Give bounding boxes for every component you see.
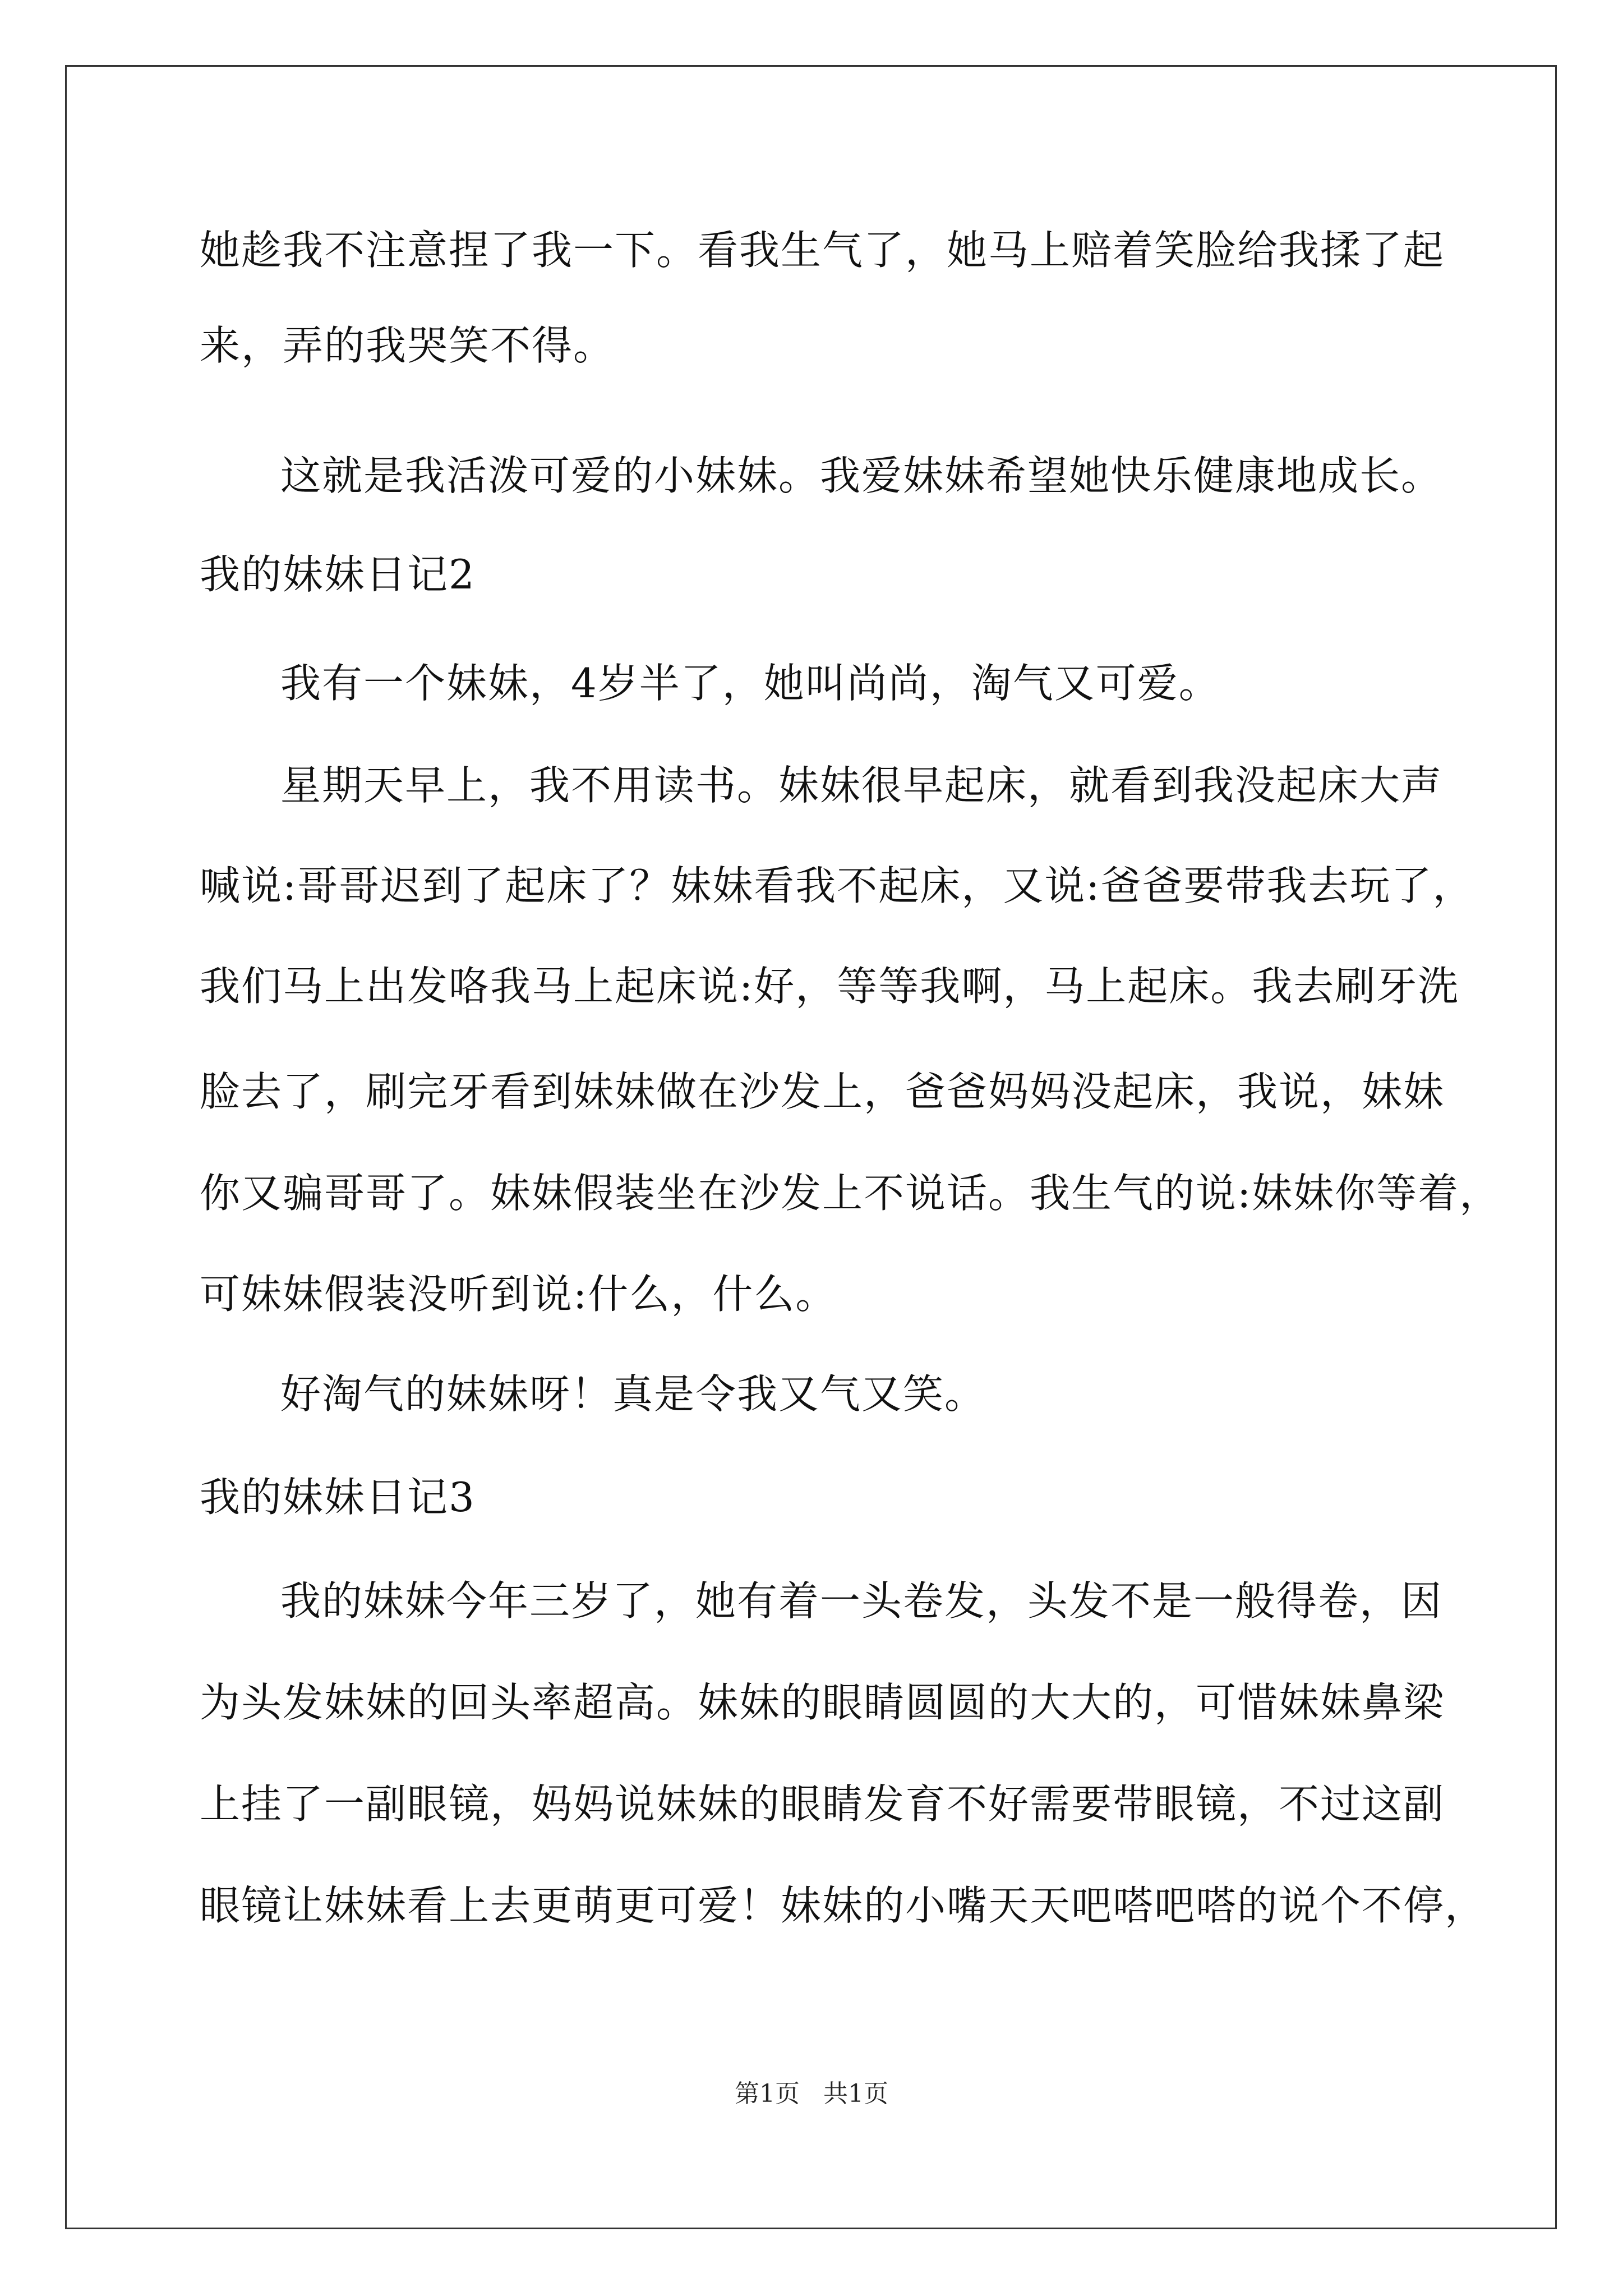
paragraph-line: 星期天早上，我不用读书。妹妹很早起床，就看到我没起床大声 — [280, 762, 1443, 809]
paragraph-line: 这就是我活泼可爱的小妹妹。我爱妹妹希望她快乐健康地成长。 — [280, 452, 1443, 499]
paragraph-line: 喊说:哥哥迟到了起床了？妹妹看我不起床，又说:爸爸要带我去玩了， — [200, 862, 1474, 909]
paragraph-line: 为头发妹妹的回头率超高。妹妹的眼睛圆圆的大大的，可惜妹妹鼻梁 — [200, 1679, 1445, 1726]
paragraph-line: 上挂了一副眼镜，妈妈说妹妹的眼睛发育不好需要带眼镜，不过这副 — [200, 1780, 1445, 1828]
paragraph-line: 我有一个妹妹，4岁半了，她叫尚尚，淘气又可爱。 — [280, 660, 1220, 707]
paragraph-line: 你又骗哥哥了。妹妹假装坐在沙发上不说话。我生气的说:妹妹你等着， — [200, 1170, 1501, 1217]
paragraph-line: 好淘气的妹妹呀！真是令我又气又笑。 — [280, 1370, 986, 1418]
paragraph-line: 我的妹妹今年三岁了，她有着一头卷发，头发不是一般得卷，因 — [280, 1577, 1443, 1625]
page-number: 第1页 共1页 — [735, 2079, 888, 2108]
section-heading: 我的妹妹日记2 — [200, 551, 476, 598]
section-heading: 我的妹妹日记3 — [200, 1474, 476, 1521]
paragraph-line: 可妹妹假装没听到说:什么，什么。 — [200, 1271, 837, 1318]
paragraph-line: 我们马上出发咯我马上起床说:好，等等我啊，马上起床。我去刷牙洗 — [200, 963, 1460, 1010]
paragraph-line: 脸去了，刷完牙看到妹妹做在沙发上，爸爸妈妈没起床，我说，妹妹 — [200, 1068, 1445, 1115]
paragraph-line: 眼镜让妹妹看上去更萌更可爱！妹妹的小嘴天天吧嗒吧嗒的说个不停， — [200, 1882, 1487, 1929]
paragraph-line: 来，弄的我哭笑不得。 — [200, 322, 615, 369]
paragraph-line: 她趁我不注意捏了我一下。看我生气了，她马上赔着笑脸给我揉了起 — [200, 227, 1445, 274]
